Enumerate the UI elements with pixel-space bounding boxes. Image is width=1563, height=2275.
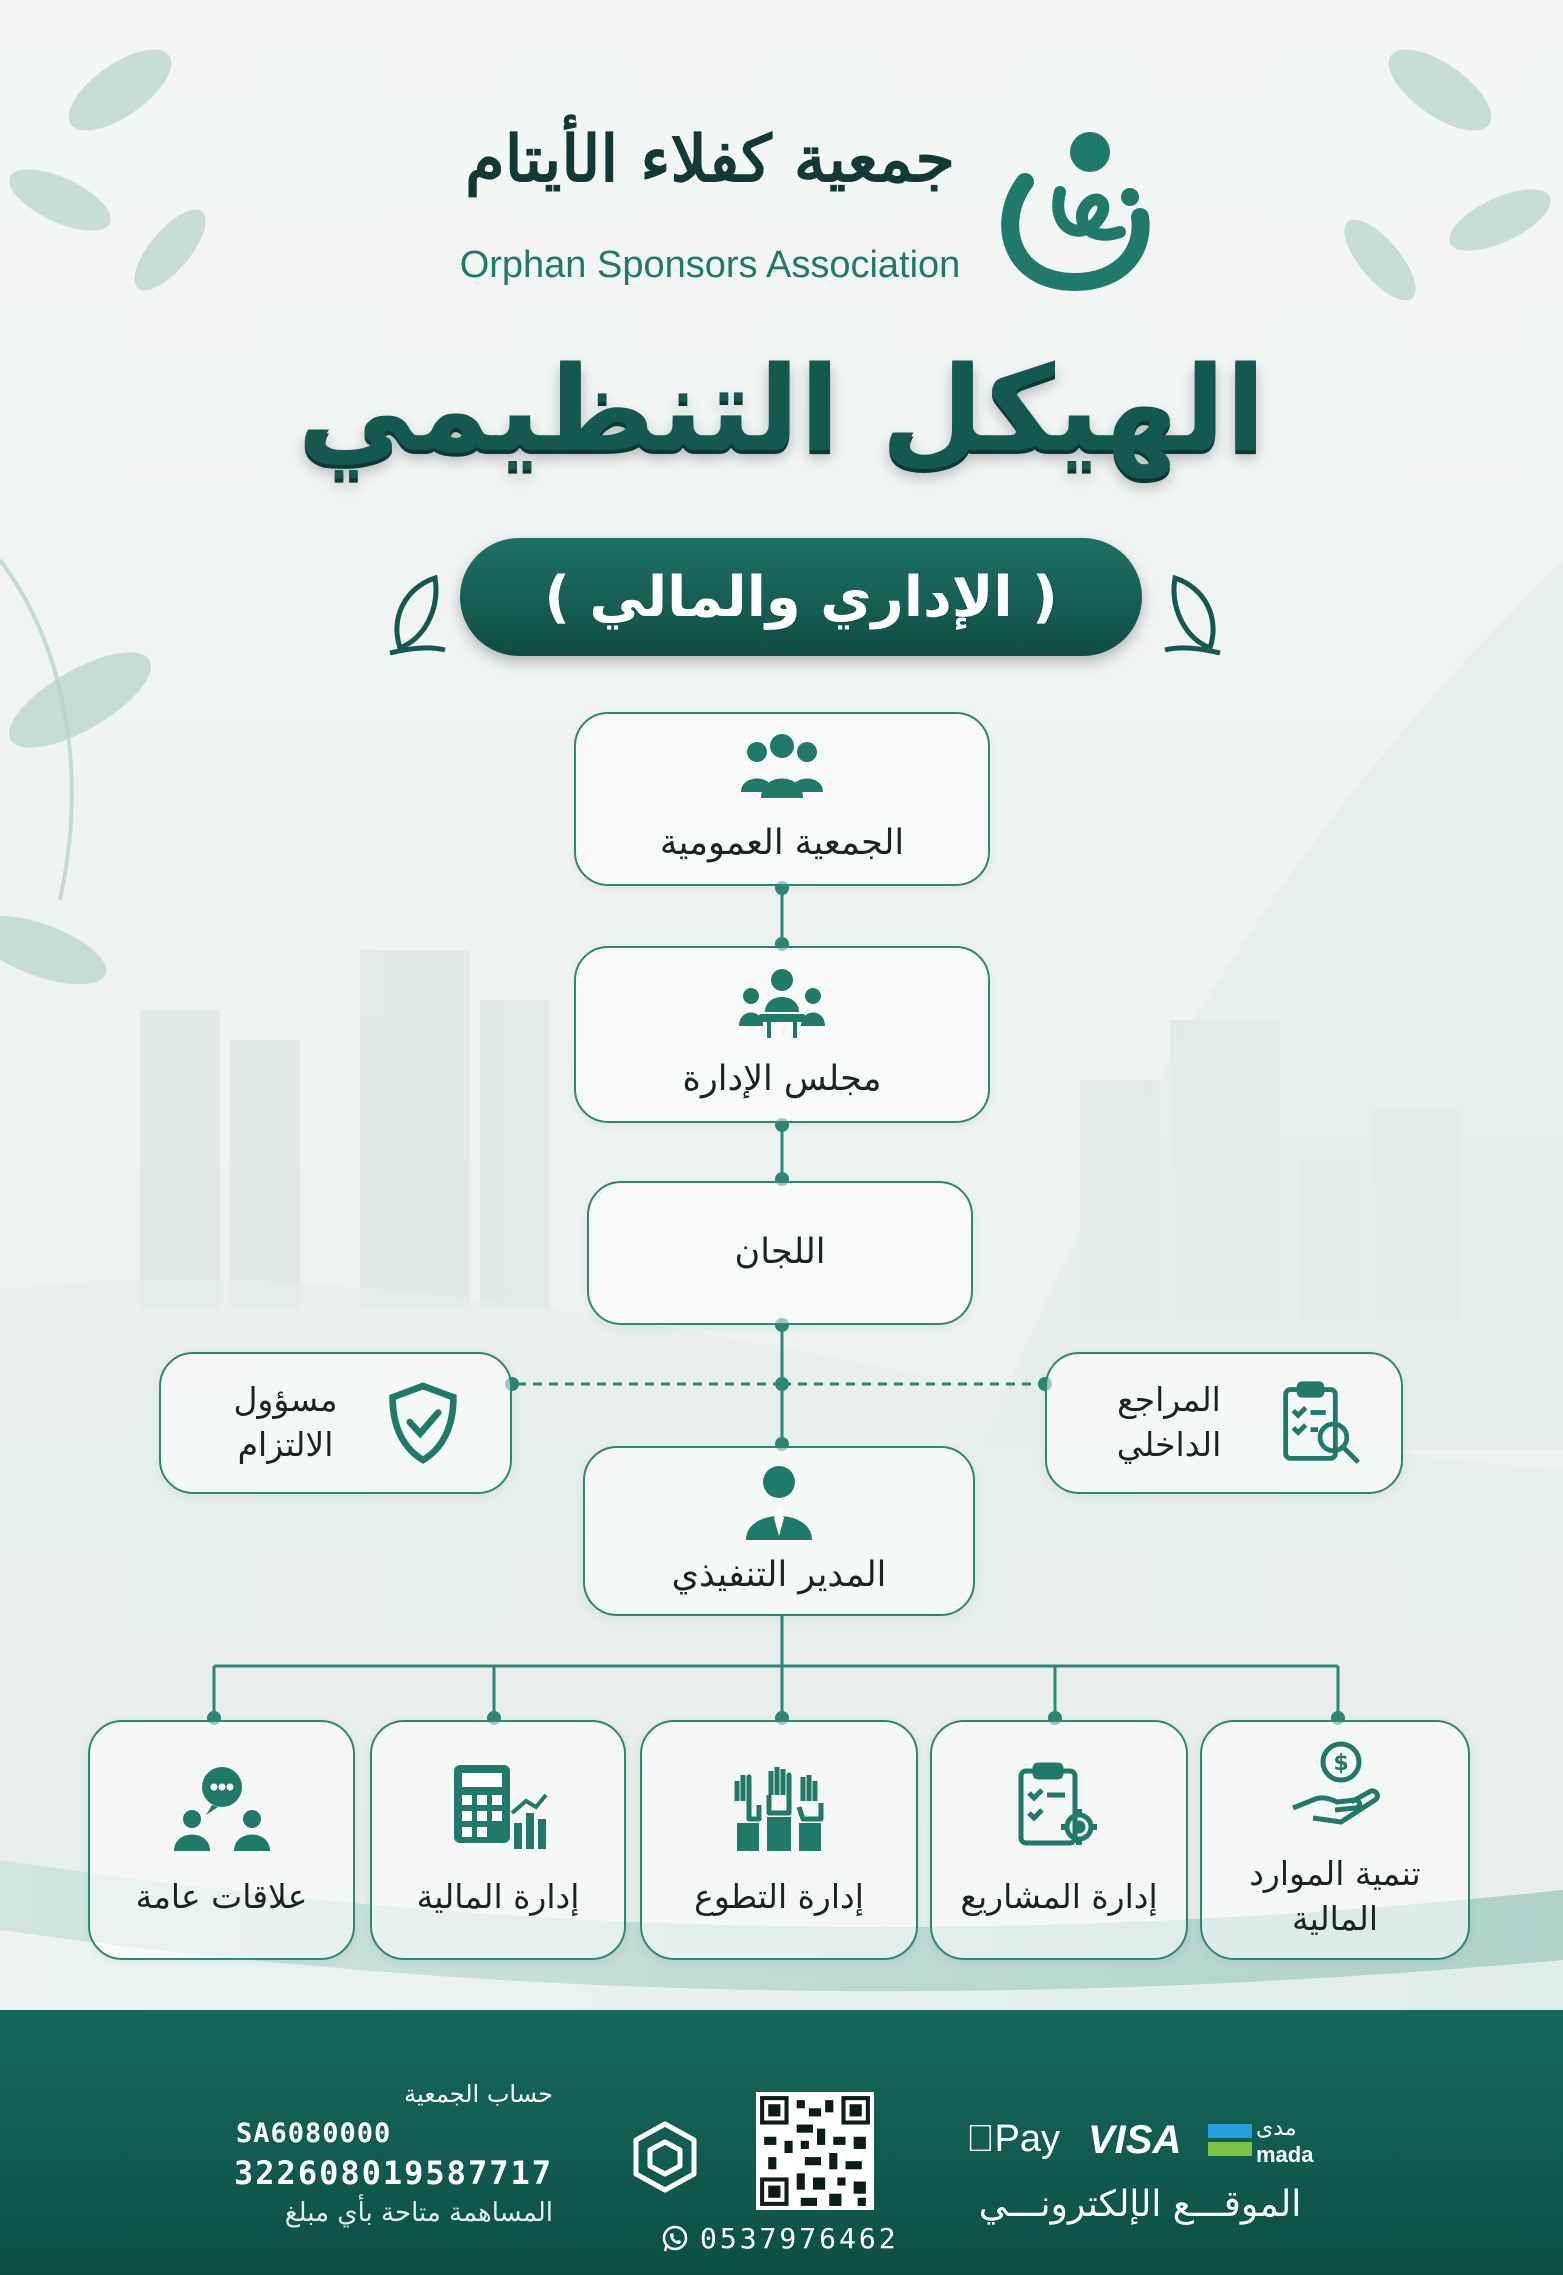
node-label: علاقات عامة [135,1876,308,1916]
logo-arabic-text: جمعية كفلاء الأيتام [465,122,955,197]
node-general-assembly [574,712,990,886]
apple-icon [966,2118,995,2160]
svg-text:$: $ [1333,1751,1349,1777]
phone-contact[interactable] [660,2222,899,2255]
node-label: إدارة التطوع [694,1876,864,1916]
node-financial-resources [1200,1720,1470,1960]
node-label: إدارة المالية [416,1876,580,1916]
node-finance [370,1720,626,1960]
node-compliance-officer [159,1352,512,1494]
website-link[interactable]: الموقـــع الإلكترونـــي [978,2184,1302,2225]
raised-hands-icon [729,1761,829,1853]
people-talk-icon [172,1761,272,1853]
mada-stripes-icon [1208,2122,1252,2158]
logo-english-text: Orphan Sponsors Association [459,244,961,286]
phone-number: 0537976462 [700,2222,899,2255]
node-label: تنمية الموارد المالية [1249,1854,1421,1938]
node-label: المراجع الداخلي [1116,1380,1222,1464]
shield-check-icon [385,1380,461,1466]
node-board [574,946,990,1123]
node-label: اللجان [734,1232,826,1273]
node-volunteering [640,1720,918,1960]
node-label: مجلس الإدارة [682,1058,882,1099]
node-executive-director [583,1446,975,1616]
subtitle-badge: ( الإداري والمالي ) [460,538,1142,656]
node-internal-auditor [1045,1352,1403,1494]
mada-english-text: mada [1256,2142,1314,2167]
node-label: المدير التنفيذي [671,1555,887,1596]
leaf-left-icon [380,568,450,658]
mada-arabic-text: مدى [1256,2116,1297,2141]
iban-line-2: 322608019587717 [234,2154,553,2192]
page-title: الهيكل التنظيمي [297,340,1266,478]
leaf-right-icon [1160,568,1230,658]
visa-logo: VISA [1088,2118,1182,2162]
node-label: مسؤول الالتزام [233,1380,338,1464]
node-public-relations [88,1720,355,1960]
clipboard-search-icon [1278,1380,1364,1466]
bank-logo-icon [626,2118,704,2196]
board-meeting-icon [737,966,827,1046]
association-logo [440,122,1160,302]
contribution-note: المساهمة متاحة بأي مبلغ [284,2198,553,2228]
iban-line-1: SA6080000 [236,2118,392,2149]
manager-icon [734,1462,824,1542]
qr-code-icon[interactable] [756,2092,874,2210]
calculator-chart-icon [448,1761,548,1853]
apple-pay-text: Pay [966,2118,1032,2160]
whatsapp-icon [660,2224,690,2254]
node-label: إدارة المشاريع [960,1876,1158,1916]
logo-mark-icon [990,122,1150,292]
account-title: حساب الجمعية [404,2080,553,2108]
group-icon [737,730,827,810]
clipboard-gear-icon [1009,1761,1109,1853]
node-projects [930,1720,1188,1960]
hand-money-icon [1285,1738,1385,1830]
node-label: الجمعية العمومية [659,823,905,864]
apple-pay-logo [966,2118,1060,2161]
node-committees [587,1181,973,1325]
